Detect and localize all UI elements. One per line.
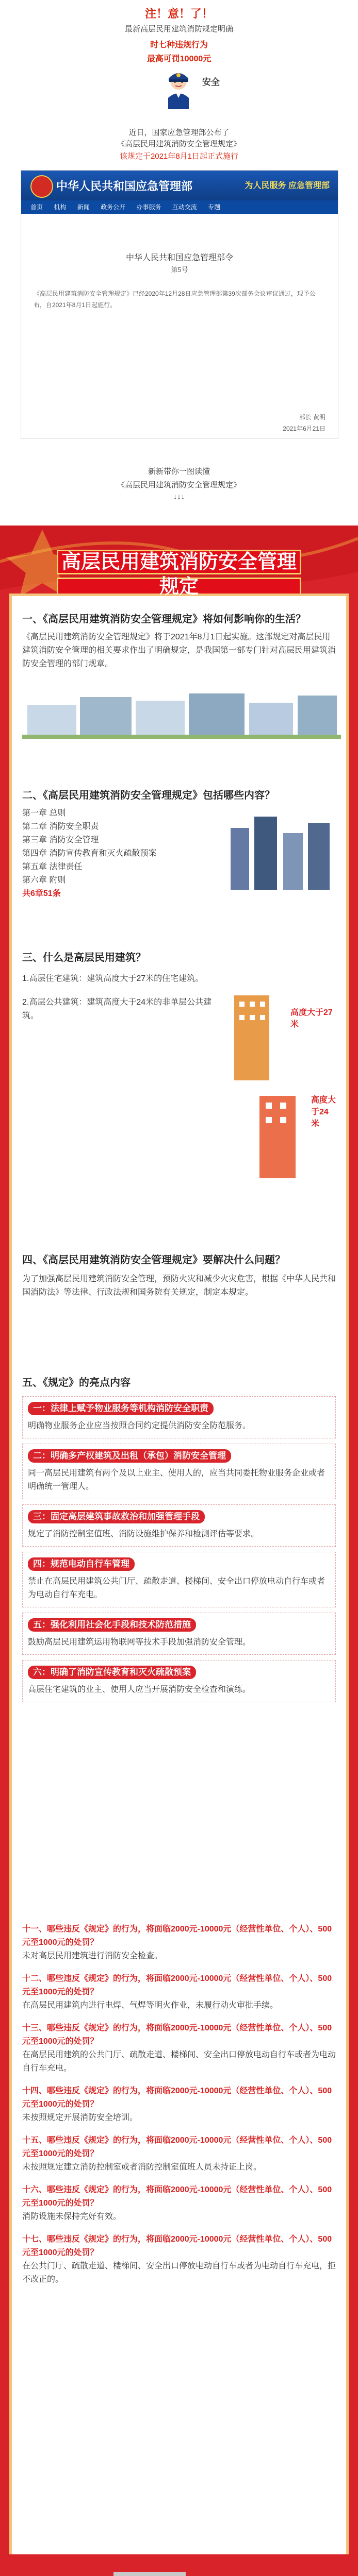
emblem-icon xyxy=(30,175,53,198)
city-skyline-icon xyxy=(22,679,341,741)
officer-badge-text: 安全 xyxy=(202,77,220,87)
top-section xyxy=(0,0,358,138)
intro-line-3: 该规定于2021年8月1日起正式施行 xyxy=(119,152,239,161)
headline-line-2: 时七种违规行为 xyxy=(150,41,208,49)
penalties-section: 十一、哪些违反《规定》的行为，将面临2000元-10000元（经营性单位、个人）、500元至1000元的处罚？ 未对高层民用建筑进行消防安全检查。 十二、哪些违反《规定》的行为，将面临2000元-10000元（经营性单位、个人）、500元至1000元的处罚？ 在高层民用建筑内进行电焊、气焊等明火作业，未履行动火审批手续。 十三、哪些违反《规定》的行为，将面临2000元-10000元（经营性单位、个人）、500元至1000元的处罚？ 在高层民用建筑的公共门厅、疏散走道、楼梯间、安全出口停放电动自行车或者为电动自行车充电。 十四、哪些违反《规定》的行为，将面临2000元-10000元（经营性单位、个人）、500元至1000元的处罚？ 未按照规定开展消防安全培训。 十五、哪些违反《规定》的行为，将面临2000元-10000元（经营性单位、个人）、500元至1000元的处罚？ 未按照规定建立消防控制室或者消防控制室值班人员未持证上岗。 十六、哪些违反《规定》的行为，将面临2000元-10000元（经营性单位、个人）、500元至1000元的处罚？ 消防设施未保持完好有效。 十七、哪些违反《规定》的行为，将面临2000元-10000元（经营性单位、个人）、500元至1000元的处罚？ 在公共门厅、疏散走道、楼梯间、安全出口停放电动自行车或者为电动自行车充电，拒不改正的。 xyxy=(22,1925,336,2284)
notice-slogan: 为人民服务 应急管理部 xyxy=(245,181,330,190)
intro-line-2: 《高层民用建筑消防安全管理规定》 xyxy=(117,140,241,148)
section-q4: 四、《高层民用建筑消防安全管理规定》要解决什么问题？ 为了加强高层民用建筑消防安全管理，预防火灾和减少火灾危害，根据《中华人民共和国消防法》等法律、行政法规和国务院有关规定，制定本规定。 xyxy=(22,1255,336,1297)
highlight-3: 三：固定高层建筑事故救治和加强管理手段 规定了消防控制室值班、消防设施维护保养和检测评估等要求。 xyxy=(22,1504,336,1547)
headline-line-1: 最新高层民用建筑消防规定明确 xyxy=(124,25,233,33)
section-q5: 五、《规定》的亮点内容 一：法律上赋予物业服务等机构消防安全职责 明确物业服务企业应当按照合同约定提供消防安全防范服务。 二：明确多产权建筑及出租（承包）消防安全管理 同一高层民用建筑有两个及以上业主、使用人的，应当共同委托物业服务企业或者明确统一管理人。 三：固定高层建筑事故救治和加强管理手段 规定了消防控制室值班、消防设施维护保养和检测评估等要求。 四：规范电动自行车管理 禁止在高层民用建筑公共门厅、疏散走道、楼梯间、安全出口停放电动自行车或者为电动自行车充电。 五：强化利用社会化手段和技术防范措施 鼓励高层民用建筑运用物联网等技术手段加强消防安全管理。 六：明确了消防宣传教育和灭火疏散预案 高层住宅建筑的业主、使用人应当开展消防安全检查和演练。 xyxy=(22,1374,336,1702)
highlight-2: 二：明确多产权建筑及出租（承包）消防安全管理 同一高层民用建筑有两个及以上业主、使用人的，应当共同委托物业服务企业或者明确统一管理人。 xyxy=(22,1444,336,1499)
high-rise-public-icon xyxy=(244,1088,306,1181)
intro-arrows: ↓↓↓ xyxy=(173,493,185,501)
headline-line-3: 最高可罚10000元 xyxy=(147,55,211,63)
notice-nav-item-news[interactable]: 新闻 xyxy=(77,204,90,211)
notice-signature: 部长 黄明 xyxy=(299,414,326,421)
notice-date: 2021年6月21日 xyxy=(283,425,326,432)
notice-nav-item-service[interactable]: 办事服务 xyxy=(136,204,161,211)
police-officer-icon xyxy=(161,66,197,109)
notice-nav xyxy=(21,200,338,214)
notice-nav-item-topic[interactable]: 专题 xyxy=(208,204,221,211)
building-label-24m: 高度大于24米 xyxy=(311,1096,336,1128)
intro-line-1: 近日，国家应急管理部公布了 xyxy=(128,128,230,137)
building-label-27m: 高度大于27米 xyxy=(290,1008,333,1029)
notice-nav-item-interaction[interactable]: 互动交流 xyxy=(172,204,197,211)
notice-nav-item-org[interactable]: 机构 xyxy=(54,204,67,211)
building-icon xyxy=(223,807,337,895)
chapter-list: 第一章 总则 第二章 消防安全职责 第三章 消防安全管理 第四章 消防宣传教育和灭火疏散预案 第五章 法律责任 第六章 附则 共6章51条 xyxy=(22,809,157,898)
highlight-6: 六：明确了消防宣传教育和灭火疏散预案 高层住宅建筑的业主、使用人应当开展消防安全检查和演练。 xyxy=(22,1660,336,1702)
notice-site-name: 中华人民共和国应急管理部 xyxy=(56,180,193,193)
intro-line-4: 新新带你一图读懂 xyxy=(148,467,210,476)
notice-nav-item-home[interactable]: 首页 xyxy=(30,204,43,211)
notice-doc-title: 中华人民共和国应急管理部令 xyxy=(125,253,233,262)
highlight-4: 四：规范电动自行车管理 禁止在高层民用建筑公共门厅、疏散走道、楼梯间、安全出口停放电动自行车或者为电动自行车充电。 xyxy=(22,1552,336,1607)
section-q2: 二、《高层民用建筑消防安全管理规定》包括哪些内容？ 第一章 总则 第二章 消防安全职责 第三章 消防安全管理 第四章 消防宣传教育和灭火疏散预案 第五章 法律责任 第六章 附则 共6章51条 xyxy=(22,787,336,901)
notice-nav-item-public[interactable]: 政务公开 xyxy=(101,204,126,211)
main-infographic xyxy=(0,526,358,2576)
main-title: 高层民用建筑消防安全管理规定 xyxy=(57,550,301,603)
notice-doc-text: 《高层民用建筑消防安全管理规定》已经2020年12月28日应急管理部第39次部务会议审议通过，现予公布，自2021年8月1日起施行。 xyxy=(34,290,316,309)
section-q3: 三、什么是高层民用建筑？ 1.高层住宅建筑：建筑高度大于27米的住宅建筑。 2.高层公共建筑：建筑高度大于24米的非单层公共建筑。 高度大于27米 高度大于24米 xyxy=(22,949,336,1023)
high-rise-residential-icon xyxy=(221,990,283,1083)
highlight-5: 五：强化利用社会化手段和技术防范措施 鼓励高层民用建筑运用物联网等技术手段加强消防安全管理。 xyxy=(22,1613,336,1655)
notice-screenshot xyxy=(21,170,338,439)
highlight-1: 一：法律上赋予物业服务等机构消防安全职责 明确物业服务企业应当按照合同约定提供消防安全防范服务。 xyxy=(22,1396,336,1438)
main-content-panel xyxy=(9,594,349,2562)
notice-banner xyxy=(21,171,338,200)
fire-truck-icon xyxy=(0,2554,358,2576)
notice-doc-number: 第5号 xyxy=(171,266,188,274)
intro-line-5: 《高层民用建筑消防安全管理规定》 xyxy=(117,481,241,489)
alert-title: 注！意！了！ xyxy=(144,7,213,20)
notice-body xyxy=(34,221,326,432)
section-q1: 一、《高层民用建筑消防安全管理规定》将如何影响你的生活？ 《高层民用建筑消防安全管理规定》将于2021年8月1日起实施。这部规定对高层民用建筑消防安全管理的相关要求作出了明确规定，是我国第一部专门针对高层民用建筑消防安全管理的部门规章。 xyxy=(22,611,336,743)
